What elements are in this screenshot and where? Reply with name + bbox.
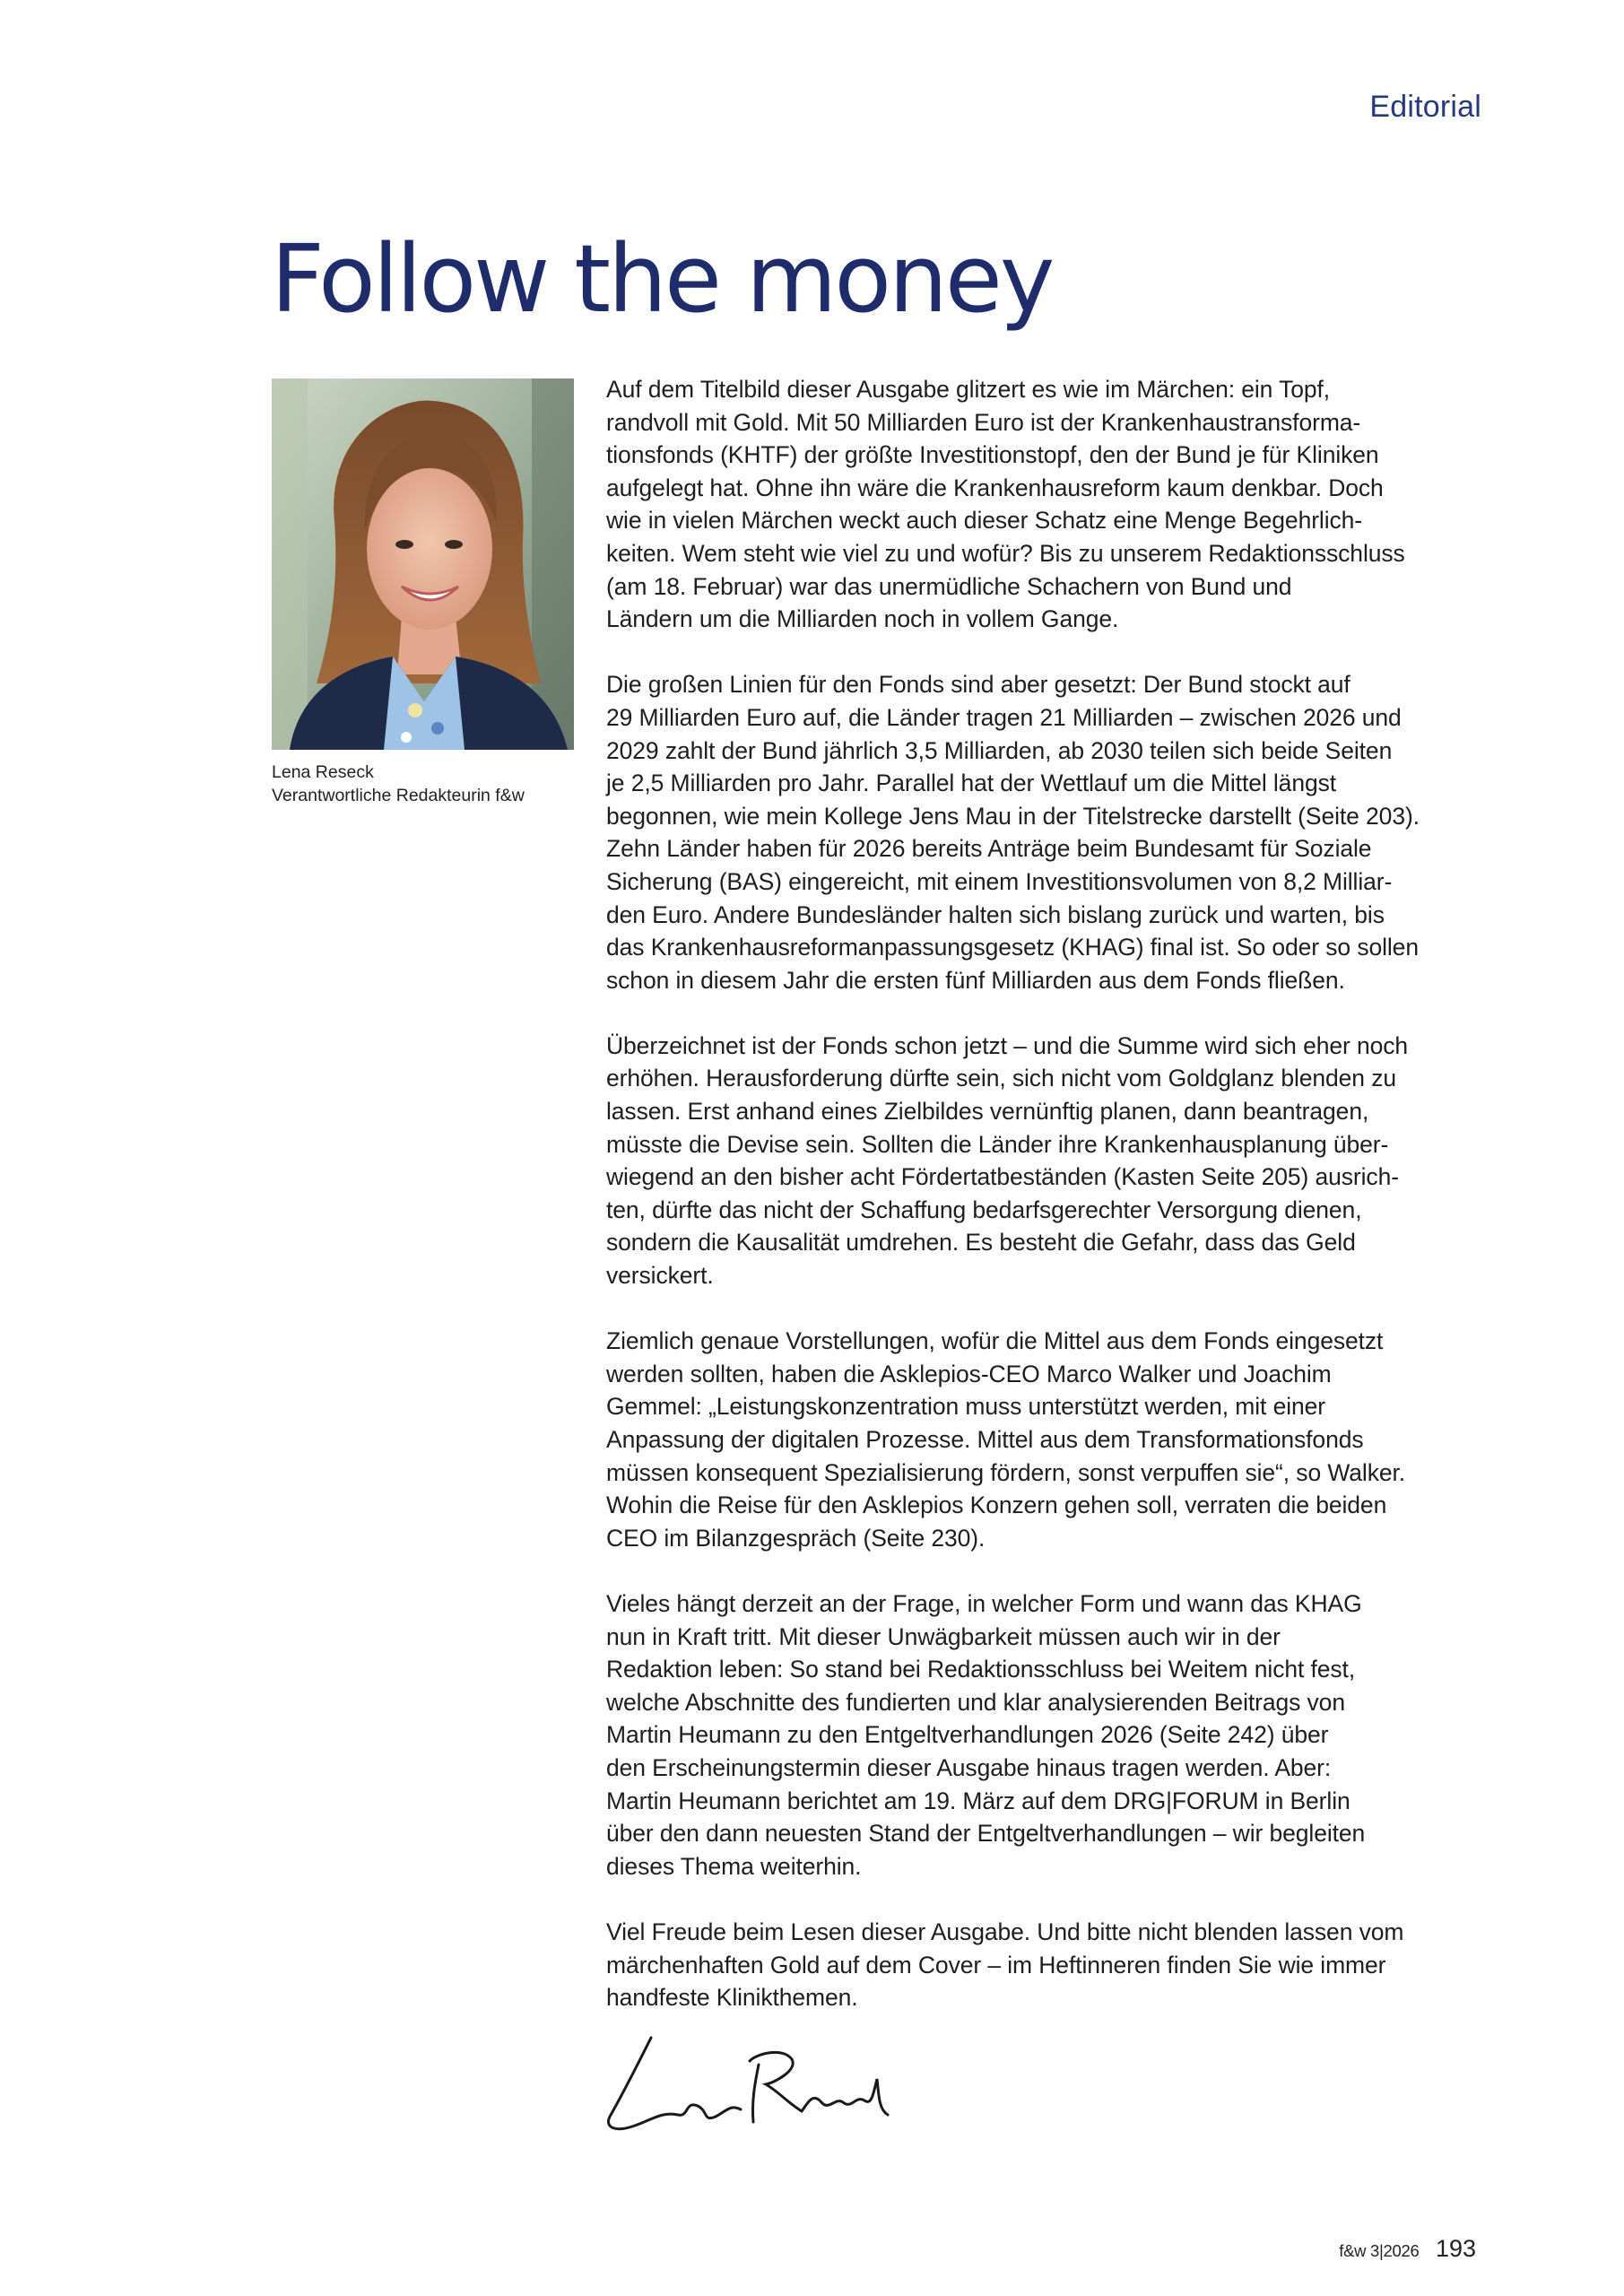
paragraph-line: wiegend an den bisher acht Fördertatbeständen (Kasten Seite 205) ausrich-	[606, 1163, 1399, 1191]
paragraph-line: dieses Thema weiterhin.	[606, 1852, 862, 1880]
author-name: Lena Reseck	[272, 762, 374, 782]
paragraph-line: schon in diesem Jahr die ersten fünf Milliarden aus dem Fonds fließen.	[606, 966, 1345, 994]
paragraph-line: Die großen Linien für den Fonds sind aber gesetzt: Der Bund stockt auf	[606, 671, 1350, 699]
paragraph-line: nun in Kraft tritt. Mit dieser Unwägbarkeit müssen auch wir in der	[606, 1622, 1281, 1650]
paragraph-line: begonnen, wie mein Kollege Jens Mau in der Titelstrecke darstellt (Seite 203).	[606, 802, 1420, 830]
article-paragraph	[606, 1325, 1467, 1554]
paragraph-line: keiten. Wem steht wie viel zu und wofür? Bis zu unserem Redaktionsschluss	[606, 539, 1405, 567]
paragraph-line: tionsfonds (KHTF) der größte Investitionstopf, den der Bund je für Kliniken	[606, 441, 1379, 469]
paragraph-line: sondern die Kausalität umdrehen. Es besteht die Gefahr, dass das Geld	[606, 1229, 1356, 1257]
photo-caption	[272, 761, 525, 807]
article-paragraph	[606, 1916, 1467, 2014]
paragraph-line: versickert.	[606, 1262, 714, 1290]
paragraph-line: Gemmel: „Leistungskonzentration muss unterstützt werden, mit einer	[606, 1393, 1325, 1421]
article-body	[606, 373, 1467, 2047]
article-paragraph	[606, 1030, 1467, 1292]
paragraph-line: werden sollten, haben die Asklepios-CEO Marco Walker und Joachim	[606, 1360, 1332, 1387]
paragraph-line: handfeste Klinikthemen.	[606, 1984, 858, 2012]
paragraph-line: das Krankenhausreformanpassungsgesetz (KHAG) final ist. So oder so sollen	[606, 934, 1419, 961]
paragraph-line: Anpassung der digitalen Prozesse. Mittel aus dem Transformationsfonds	[606, 1426, 1364, 1453]
author-role: Verantwortliche Redakteurin f&w	[272, 786, 525, 805]
paragraph-line: Martin Heumann berichtet am 19. März auf dem DRG|FORUM in Berlin	[606, 1787, 1350, 1814]
paragraph-line: (am 18. Februar) war das unermüdliche Schachern von Bund und	[606, 572, 1292, 600]
page-footer	[1339, 2235, 1476, 2263]
paragraph-line: müsste die Devise sein. Sollten die Länder ihre Krankenhausplanung über-	[606, 1130, 1389, 1158]
magazine-issue: f&w 3|2026	[1339, 2241, 1420, 2260]
paragraph-line: aufgelegt hat. Ohne ihn wäre die Krankenhausreform kaum denkbar. Doch	[606, 474, 1384, 501]
section-label: Editorial	[1369, 90, 1481, 124]
paragraph-line: Redaktion leben: So stand bei Redaktionsschluss bei Weitem nicht fest,	[606, 1656, 1356, 1683]
paragraph-line: randvoll mit Gold. Mit 50 Milliarden Euro ist der Krankenhaustransforma-	[606, 408, 1361, 436]
article-paragraph	[606, 668, 1467, 996]
page-number: 193	[1435, 2235, 1476, 2262]
paragraph-line: über den dann neuesten Stand der Entgeltverhandlungen – wir begleiten	[606, 1820, 1366, 1848]
paragraph-line: ten, dürfte das nicht der Schaffung bedarfsgerechter Versorgung dienen,	[606, 1196, 1362, 1223]
article-paragraph	[606, 373, 1467, 636]
paragraph-line: den Euro. Andere Bundesländer halten sich bislang zurück und warten, bis	[606, 900, 1385, 928]
paragraph-line: Überzeichnet ist der Fonds schon jetzt – und die Summe wird sich eher noch	[606, 1031, 1409, 1059]
paragraph-line: Zehn Länder haben für 2026 bereits Anträge beim Bundesamt für Soziale	[606, 835, 1372, 863]
paragraph-line: Vieles hängt derzeit an der Frage, in welcher Form und wann das KHAG	[606, 1589, 1362, 1617]
paragraph-line: Ländern um die Milliarden noch in vollem Gange.	[606, 605, 1119, 633]
paragraph-line: lassen. Erst anhand eines Zielbildes vernünftig planen, dann beantragen,	[606, 1098, 1369, 1126]
paragraph-line: wie in vielen Märchen weckt auch dieser Schatz eine Menge Begehrlich-	[606, 507, 1363, 535]
article-title: Follow the money	[271, 224, 1053, 334]
paragraph-line: Wohin die Reise für den Asklepios Konzern gehen soll, verraten die beiden	[606, 1492, 1387, 1519]
author-photo	[272, 378, 574, 750]
paragraph-line: CEO im Bilanzgespräch (Seite 230).	[606, 1524, 986, 1552]
paragraph-line: 29 Milliarden Euro auf, die Länder tragen 21 Milliarden – zwischen 2026 und	[606, 703, 1402, 731]
article-paragraph	[606, 1587, 1467, 1883]
paragraph-line: den Erscheinungstermin dieser Ausgabe hinaus tragen werden. Aber:	[606, 1753, 1332, 1781]
paragraph-line: Ziemlich genaue Vorstellungen, wofür die Mittel aus dem Fonds eingesetzt	[606, 1327, 1384, 1355]
paragraph-line: erhöhen. Herausforderung dürfte sein, sich nicht vom Goldglanz blenden zu	[606, 1065, 1396, 1092]
paragraph-line: Sicherung (BAS) eingereicht, mit einem Investitionsvolumen von 8,2 Milliar-	[606, 867, 1393, 895]
paragraph-line: 2029 zahlt der Bund jährlich 3,5 Milliarden, ab 2030 teilen sich beide Seiten	[606, 736, 1393, 764]
author-signature	[599, 2029, 922, 2136]
paragraph-line: Viel Freude beim Lesen dieser Ausgabe. Und bitte nicht blenden lassen vom	[606, 1918, 1404, 1945]
paragraph-line: Martin Heumann zu den Entgeltverhandlungen 2026 (Seite 242) über	[606, 1721, 1329, 1749]
paragraph-line: Auf dem Titelbild dieser Ausgabe glitzert es wie im Märchen: ein Topf,	[606, 376, 1331, 403]
paragraph-line: müssen konsequent Spezialisierung fördern, sonst verpuffen sie“, so Walker.	[606, 1458, 1406, 1486]
paragraph-line: welche Abschnitte des fundierten und klar analysierenden Beitrags von	[606, 1688, 1345, 1716]
paragraph-line: märchenhaften Gold auf dem Cover – im Heftinneren finden Sie wie immer	[606, 1951, 1386, 1979]
paragraph-line: je 2,5 Milliarden pro Jahr. Parallel hat der Wettlauf um die Mittel längst	[606, 770, 1337, 797]
